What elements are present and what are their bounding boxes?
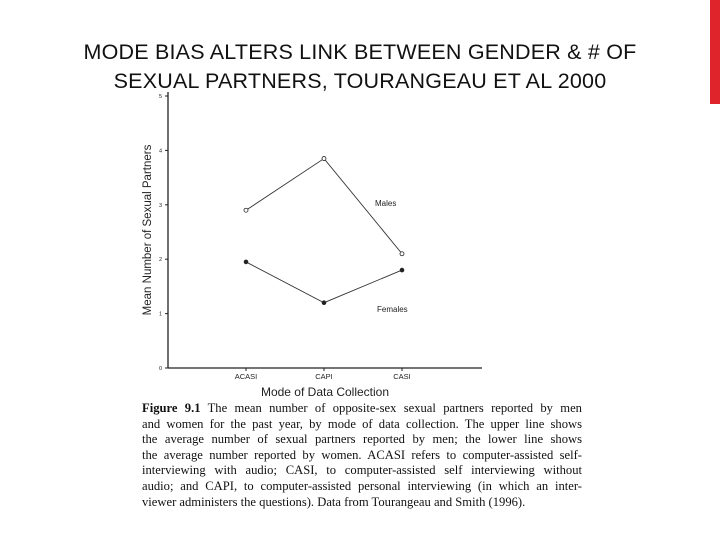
y-tick-label: 3 [158,202,162,209]
y-tick-label: 4 [158,148,162,155]
figure-caption [142,401,582,510]
caption-line-7: viewer administers the questions). Data from Tourangeau and Smith (1996). [142,494,526,509]
x-ticks [235,368,411,381]
caption-line-2: and women for the past year, by mode of data collection. The upper line shows [142,416,582,431]
caption-first-line: The mean number of opposite-sex sexual partners reported by men [200,401,582,415]
x-tick-label: ACASI [234,372,258,381]
series-line-females [246,262,402,303]
y-ticks [159,94,168,372]
slide-title-line-1: MODE BIAS ALTERS LINK BETWEEN GENDER & # OF [83,40,637,64]
data-point [322,157,326,161]
x-tick-label: CAPI [315,372,333,381]
y-tick-label: 2 [158,257,162,264]
caption-line-1 [142,401,582,417]
slide-title-line-2: SEXUAL PARTNERS, TOURANGEAU ET AL 2000 [113,69,607,93]
x-axis-label: Mode of Data Collection [260,385,390,399]
caption-line-4: the average number reported by women. ACASI refers to computer-assisted self- [142,447,582,462]
x-tick-label: CASI [393,372,411,381]
data-point [400,268,404,272]
caption-line-3: the average number of sexual partners reported by men; the lower line shows [142,432,582,447]
y-tick-label: 0 [158,366,162,372]
y-axis-label: Mean Number of Sexual Partners [142,144,154,316]
caption-line-5: interviewing with audio; CASI, to computer-assisted self interviewing without [142,463,582,478]
series-label: Males [375,199,397,208]
chart-series [244,157,408,314]
data-point [322,301,326,305]
chart-axes [168,92,482,368]
data-point [244,208,248,212]
y-tick-label: 5 [158,94,162,100]
data-point [400,252,404,256]
series-label: Females [377,305,408,314]
caption-line-6: audio; and CAPI, to computer-assisted personal interviewing (in which an inter- [142,478,582,493]
y-tick-label: 1 [158,311,162,318]
data-point [244,260,248,264]
figure-label: Figure 9.1 [142,401,201,415]
